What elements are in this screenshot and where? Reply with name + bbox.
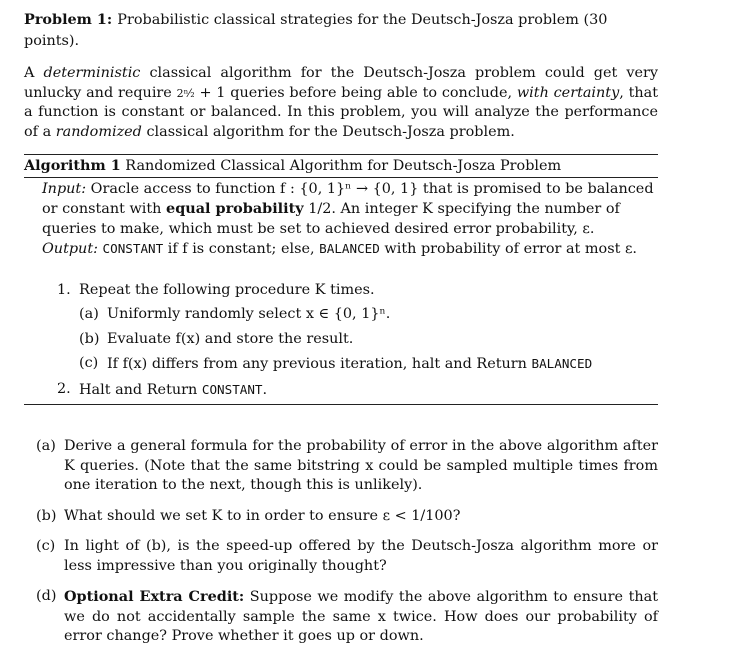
question-a-text: Derive a general formula for the probability of error in the above algorithm after K queries. (Note that the same bitstring x could be sampled multiple times from one iteration to the next, though this is unlikely).	[64, 438, 658, 493]
substep-a-text: Uniformly randomly select x ∈ {0, 1}ⁿ.	[107, 306, 391, 322]
substep-c-num: (c)	[79, 355, 99, 371]
problem-title: Probabilistic classical strategies for the Deutsch-Josza problem (30 points).	[24, 12, 608, 49]
step-2-text: Halt and Return	[79, 381, 198, 398]
step-2-num: 2.	[57, 380, 71, 397]
output-balanced: BALANCED	[319, 241, 380, 256]
algorithm-header	[24, 155, 658, 178]
algorithm-output	[42, 239, 658, 260]
substep-c-balanced: BALANCED	[531, 356, 593, 371]
output-label: Output:	[42, 241, 98, 257]
substep-b	[79, 330, 658, 350]
step-1-substeps	[57, 305, 658, 375]
problem-label: Problem 1:	[24, 11, 113, 28]
question-a-num: (a)	[36, 438, 56, 454]
substep-c-text: If f(x) differs from any previous iteration, halt and Return	[107, 356, 527, 372]
substep-c	[79, 354, 658, 375]
substep-a	[79, 305, 658, 325]
question-c-text: In light of (b), is the speed-up offered by the Deutsch-Josza algorithm more or less impressive than you originally thought?	[64, 538, 658, 574]
problem-page	[24, 10, 658, 658]
algorithm-steps	[42, 281, 658, 401]
step-1-num: 1.	[57, 281, 71, 298]
algorithm-box	[24, 154, 658, 405]
intro-text-a: A	[24, 65, 35, 81]
intro-emph-certainty: with certainty	[516, 84, 620, 101]
intro-text-b: classical algorithm for the Deutsch-Josza problem could get very unlucky and require	[24, 65, 659, 101]
intro-emph-randomized: randomized	[55, 123, 142, 140]
problem-heading	[24, 10, 658, 51]
question-d-text: Suppose we modify the above algorithm to ensure that we do not accidentally sample the same x twice. How does our probability of error change? Prove whether it goes up or down.	[64, 589, 658, 644]
question-a	[36, 437, 658, 496]
intro-fraction: 2ⁿ⁄₂	[176, 86, 195, 100]
step-1	[57, 281, 658, 301]
question-b-num: (b)	[36, 507, 57, 524]
algorithm-body	[24, 178, 658, 405]
intro-text-e: classical algorithm for the Deutsch-Josza problem.	[146, 123, 515, 140]
algorithm-label: Algorithm 1	[24, 157, 121, 174]
question-d-num: (d)	[36, 588, 57, 604]
input-text-b: 1/2. An integer K specifying the number of queries to make, which must be set to achieved desired error probability, ε.	[42, 201, 620, 237]
step-2-period: .	[262, 381, 268, 398]
step-2-constant: CONSTANT	[201, 381, 263, 397]
question-d-body	[64, 587, 658, 647]
intro-text-d: , that a function is constant or balanced. In this problem, you will analyze the performance of a	[24, 84, 659, 140]
step-2	[57, 380, 658, 401]
input-text-a: Oracle access to function f : {0, 1}ⁿ → {0, 1} that is promised to be balanced or constant with	[42, 180, 654, 217]
question-c	[36, 537, 658, 576]
substep-b-text: Evaluate f(x) and store the result.	[107, 330, 354, 347]
algorithm-title: Randomized Classical Algorithm for Deutsch-Josza Problem	[125, 158, 562, 174]
input-bold-equal-probability: equal probability	[166, 200, 304, 217]
question-d	[36, 587, 658, 647]
question-b	[36, 507, 658, 527]
substep-b-num: (b)	[79, 330, 100, 347]
question-d-extra-credit: Optional Extra Credit:	[64, 588, 245, 605]
intro-text-c: + 1 queries before being able to conclude,	[199, 84, 513, 101]
intro-paragraph	[24, 64, 658, 142]
question-list	[24, 437, 658, 647]
output-constant: CONSTANT	[102, 241, 164, 256]
substep-a-num: (a)	[79, 306, 99, 322]
output-text-end: with probability of error at most ε.	[384, 241, 637, 257]
intro-emph-deterministic: deterministic	[43, 65, 141, 81]
algorithm-input	[42, 180, 658, 240]
question-b-text: What should we set K to in order to ensure ε < 1/100?	[64, 507, 461, 524]
output-text-mid: if f is constant; else,	[167, 241, 315, 257]
input-label: Input:	[42, 180, 87, 197]
step-1-text: Repeat the following procedure K times.	[79, 281, 375, 298]
question-c-num: (c)	[36, 538, 56, 554]
